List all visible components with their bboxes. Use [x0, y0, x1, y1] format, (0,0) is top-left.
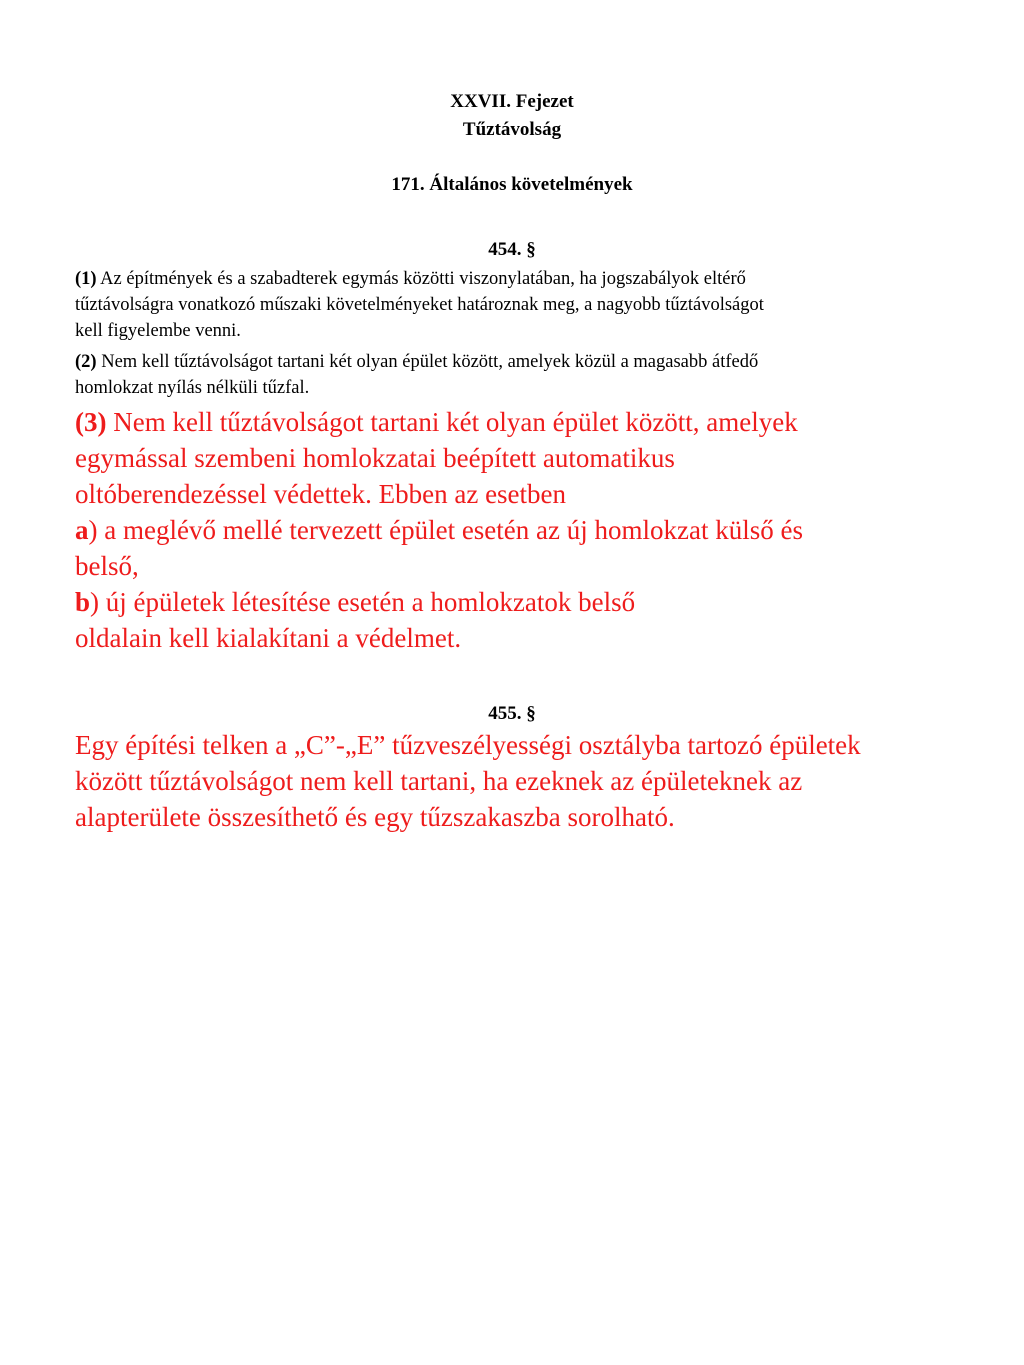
paragraph-text: oltóberendezéssel védettek. Ebben az esetben: [75, 479, 567, 509]
paragraph-1: [75, 266, 955, 344]
paragraph-number: (1): [75, 269, 97, 289]
section-455-text: [75, 727, 975, 835]
chapter-heading: XXVII. Fejezet: [450, 91, 574, 112]
list-item-text: belső,: [75, 551, 139, 581]
list-item-a: [75, 512, 955, 548]
paragraph-text: Nem kell tűztávolságot tartani két olyan épület között, amelyek: [106, 407, 798, 437]
paragraph-text: Az építmények és a szabadterek egymás közötti viszonylatában, ha jogszabályok eltérő: [96, 269, 746, 289]
paragraph-2: [75, 349, 955, 401]
paragraph-3: [75, 404, 955, 656]
paragraph-text: egymással szembeni homlokzatai beépített automatikus: [75, 443, 675, 473]
list-item-label: a: [75, 515, 89, 545]
list-item-text: oldalain kell kialakítani a védelmet.: [75, 623, 462, 653]
paragraph-number: (2): [75, 352, 97, 372]
paragraph-number: (3): [75, 407, 107, 437]
section-454-heading: 454. §: [488, 239, 536, 260]
list-item-b: [75, 584, 955, 620]
subchapter-heading: 171. Általános követelmények: [391, 174, 633, 195]
list-item-text: ) új épületek létesítése esetén a homlokzatok belső: [90, 587, 636, 617]
paragraph-text: tűztávolságra vonatkozó műszaki követelményeket határoznak meg, a nagyobb tűztávolságot: [75, 295, 764, 315]
paragraph-text: kell figyelembe venni.: [75, 321, 241, 341]
paragraph-text: Nem kell tűztávolságot tartani két olyan épület között, amelyek közül a magasabb átfedő: [96, 352, 759, 372]
paragraph-text: alapterülete összesíthető és egy tűzszakaszba sorolható.: [75, 802, 675, 832]
paragraph-text: Egy építési telken a „C”-„E” tűzveszélyességi osztályba tartozó épületek: [75, 730, 861, 760]
list-item-text: ) a meglévő mellé tervezett épület esetén az új homlokzat külső és: [88, 515, 803, 545]
section-455-heading: 455. §: [488, 703, 536, 724]
paragraph-text: között tűztávolságot nem kell tartani, ha ezeknek az épületeknek az: [75, 766, 803, 796]
paragraph-text: homlokzat nyílás nélküli tűzfal.: [75, 378, 310, 398]
list-item-label: b: [75, 587, 91, 617]
chapter-title: Tűztávolság: [462, 119, 562, 140]
